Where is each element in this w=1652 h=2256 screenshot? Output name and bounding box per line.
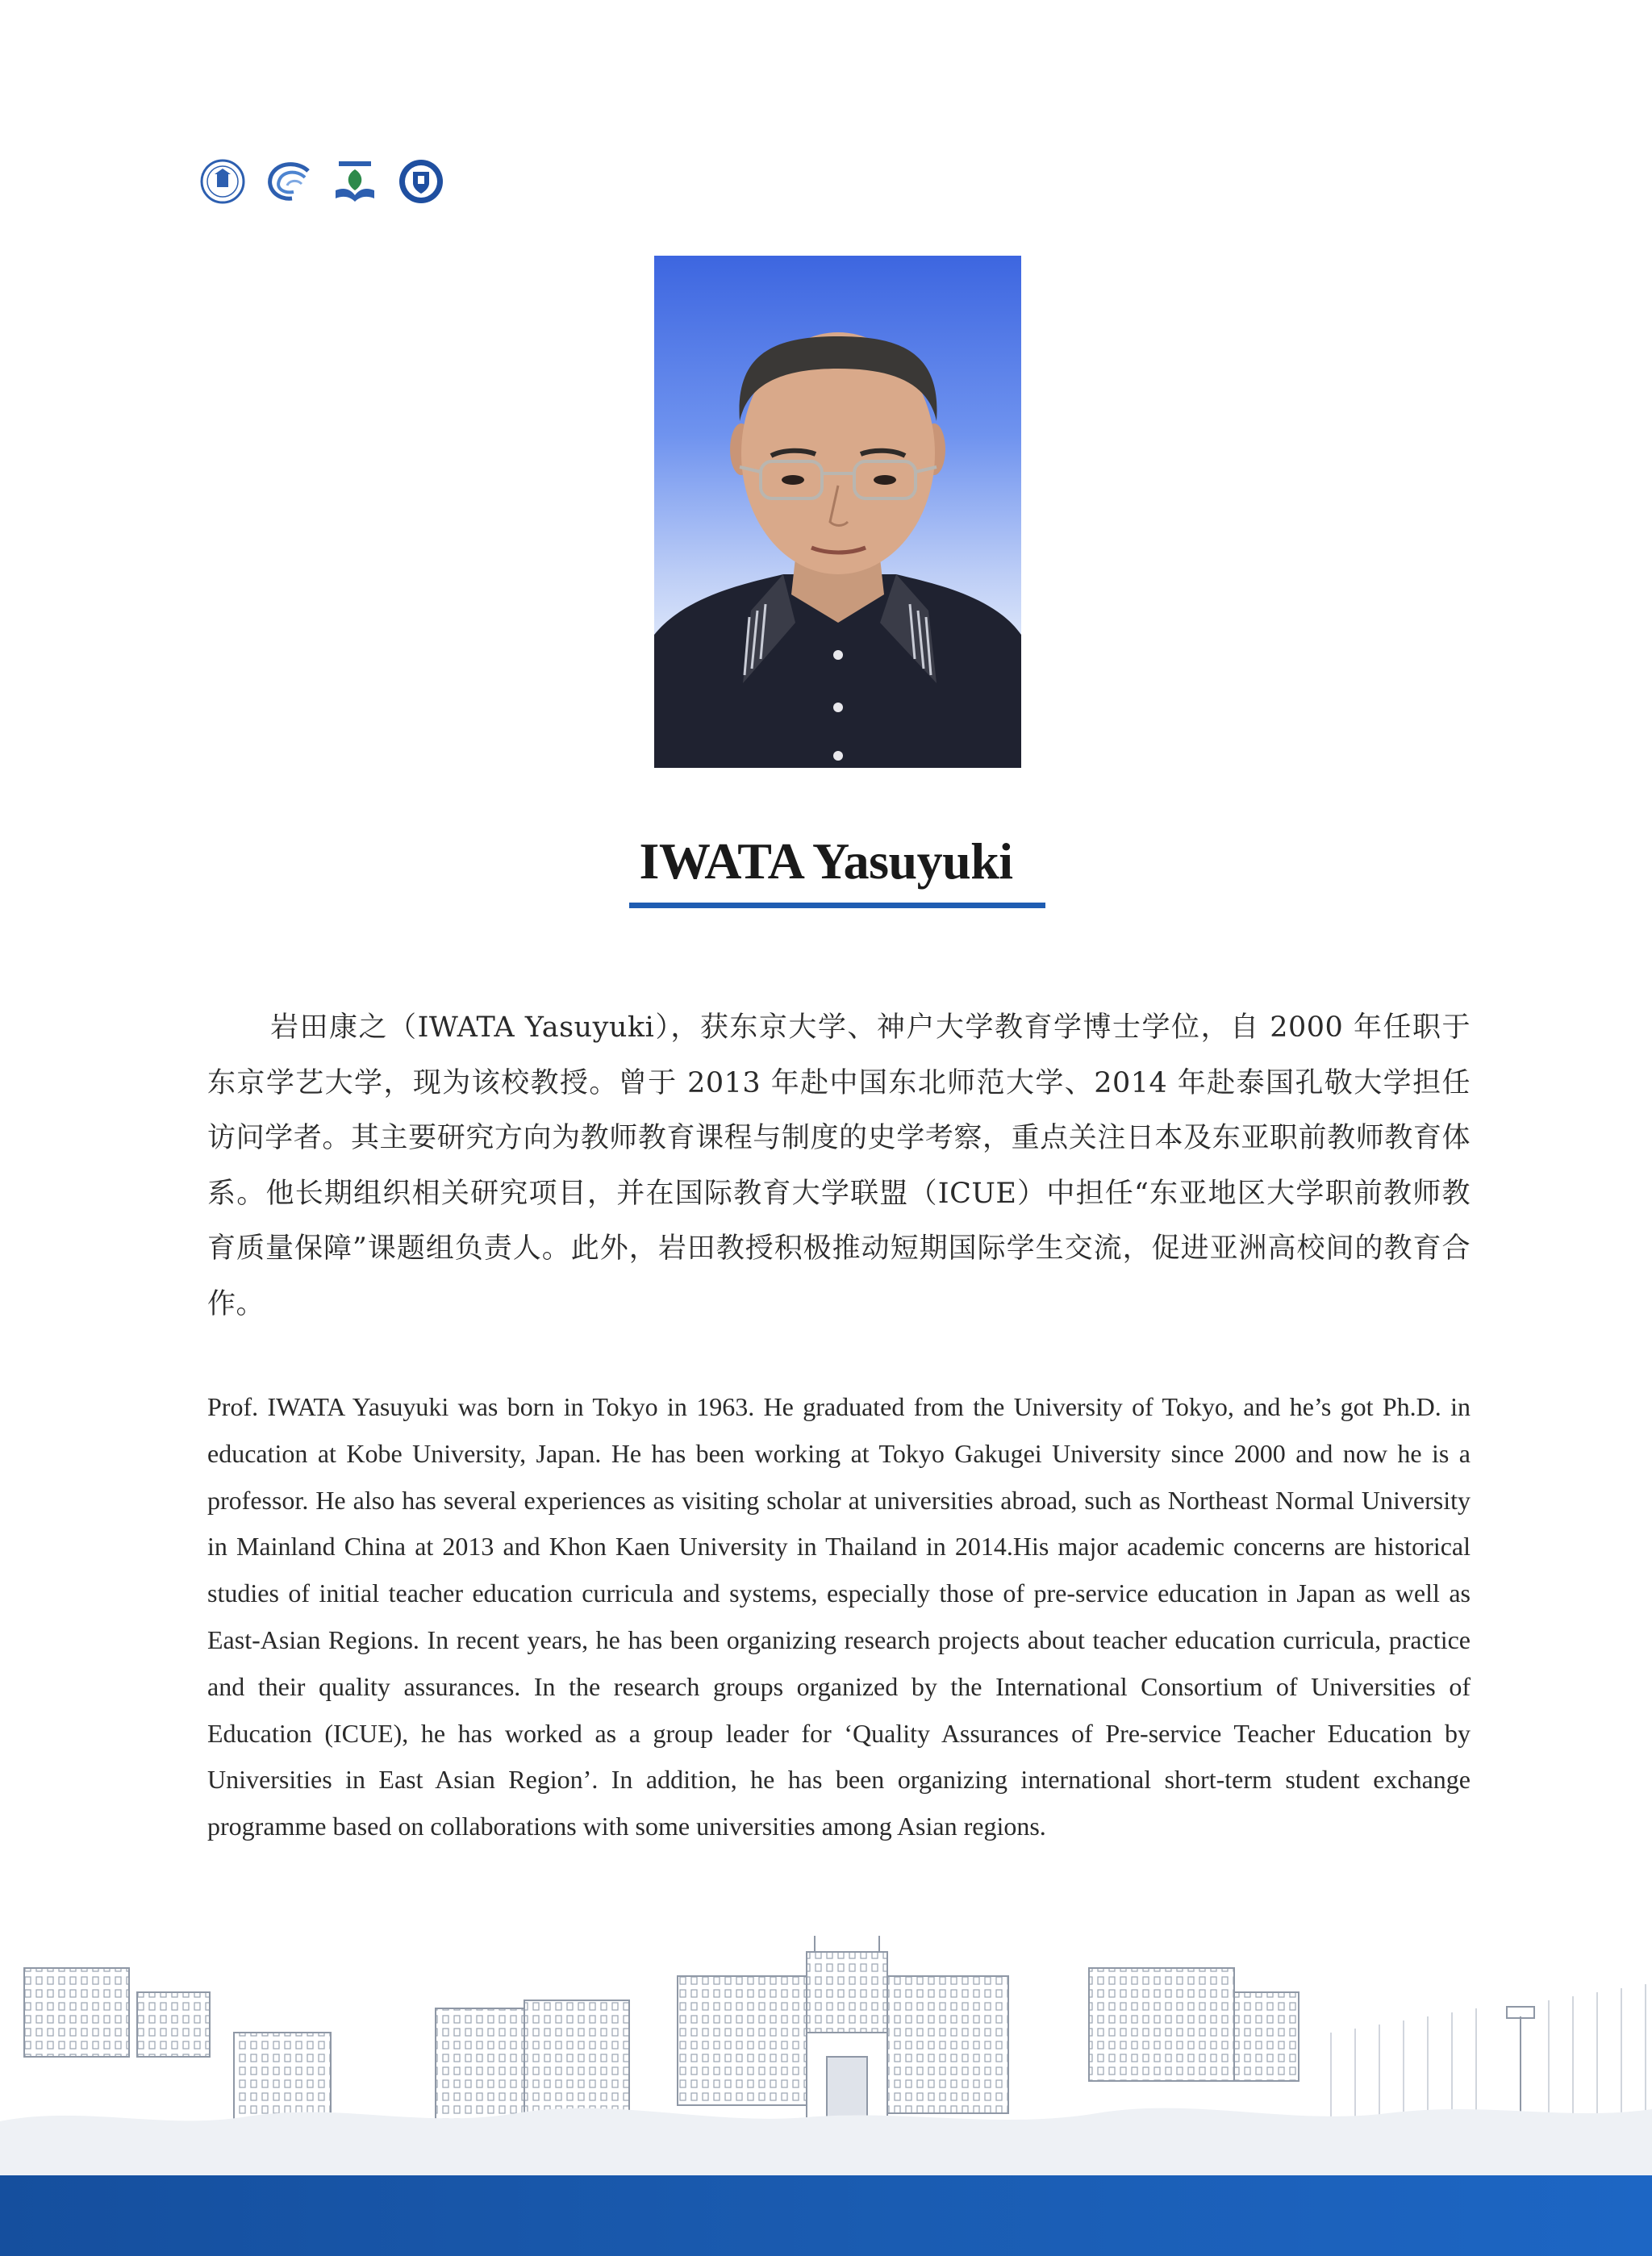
header-logos [195,158,448,205]
bio-chinese: 岩田康之（IWATA Yasuyuki），获东京大学、神户大学教育学博士学位，自 2000 年任职于东京学艺大学，现为该校教授。曾于 2013 年赴中国东北师范大学、2014 年赴泰国孔敬大学担任访问学者。其主要研究方向为教师教育课程与制度的史学考察，重点关注日本及东亚职前教师教育体系。他长期组织相关研究项目，并在国际教育大学联盟（ICUE）中担任“东亚地区大学职前教师教育质量保障”课题组负责人。此外，岩田教授积极推动短期国际学生交流，促进亚洲高校间的教育合作。 [207,1011,1471,1320]
shield-seal-icon [394,158,448,205]
footer-band [0,2175,1652,2256]
campus-skyline-illustration [0,1936,1652,2178]
name-underline [629,903,1045,908]
portrait-illustration [654,256,1021,768]
university-seal-icon [195,158,250,205]
profile-name: IWATA Yasuyuki [639,832,1013,890]
bio-english: Prof. IWATA Yasuyuki was born in Tokyo in 1963. He graduated from the University of Tokyo, and he’s got Ph.D. in education at Kobe University, Japan. He has been working at Tokyo Gakugei University since 2000 and now he is a professor. He also has several experiences as visiting scholar at universities abroad, such as Northeast Normal University in Mainland China at 2013 and Khon Kaen University in Thailand in 2014.His major academic concerns are historical studies of initial teacher education curricula and systems, especially those of pre-service education in Japan as well as East-Asian Regions. In recent years, he has been organizing research projects about teacher education curricula, practice and their quality assurances. In the research groups organized by the International Consortium of Universities of Education (ICUE), he has worked as a group leader for ‘Quality Assurances of Pre-service Teacher Education by Universities in East Asian Region’. In addition, he has been organizing international short-term student exchange programme based on collaborations with some universities among Asian regions. [207,1392,1471,1841]
book-leaf-emblem-icon [327,158,382,205]
wave-emblem-icon [261,158,316,205]
portrait-photo [654,256,1021,768]
